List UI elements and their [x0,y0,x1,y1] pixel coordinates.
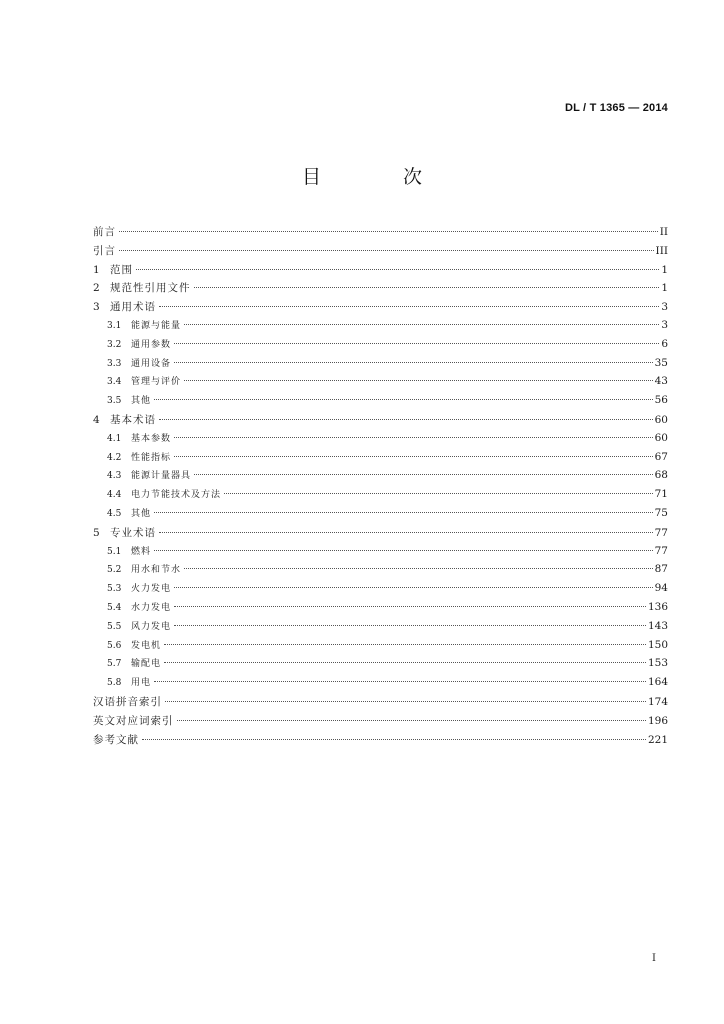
toc-entry[interactable] [93,412,668,431]
toc-entry-page: 221 [647,733,668,746]
toc-dot-leader [154,681,646,682]
toc-entry-page: 3 [661,318,668,331]
toc-entry[interactable] [93,544,668,563]
toc-dot-leader [119,250,654,251]
toc-entry-page: 94 [654,582,668,595]
toc-entry[interactable] [93,262,668,281]
toc-entry-number: 5.1 [107,546,122,557]
toc-entry-number: 4 [93,413,100,426]
toc-entry-label: 英文对应词索引 [93,714,174,727]
toc-entry-number: 5.7 [107,659,122,670]
toc-entry-number: 5.5 [107,621,122,632]
toc-dot-leader [136,269,659,270]
toc-entry-page: 77 [654,544,668,557]
toc-entry-page: 1 [661,263,668,276]
toc-entry-number: 3.3 [107,358,122,369]
toc-dot-leader [154,399,653,400]
toc-entry-label: 通用参数 [131,339,172,350]
toc-entry[interactable] [93,506,668,525]
toc-entry-label: 发电机 [131,640,162,651]
toc-entry-page: 71 [654,488,668,501]
toc-entry-number: 4.3 [107,471,122,482]
toc-entry-label: 风力发电 [131,621,172,632]
toc-dot-leader [164,662,646,663]
toc-dot-leader [177,720,646,721]
toc-dot-leader [184,380,653,381]
toc-dot-leader [174,587,653,588]
toc-entry-label: 基本术语 [110,413,156,426]
toc-entry[interactable] [93,431,668,450]
toc-dot-leader [159,532,653,533]
toc-entry-page: 150 [647,638,668,651]
toc-entry-page: 1 [661,282,668,295]
toc-entry-page: 3 [661,301,668,314]
toc-entry-label: 其他 [131,396,152,407]
toc-entry[interactable] [93,243,668,262]
toc-entry[interactable] [93,562,668,581]
toc-entry-number: 2 [93,282,100,295]
toc-entry[interactable] [93,638,668,657]
toc-entry[interactable] [93,525,668,544]
toc-entry-label: 引言 [93,244,116,257]
toc-entry-label: 燃料 [131,546,152,557]
toc-entry-label: 管理与评价 [131,377,182,388]
toc-entry-number: 3.2 [107,339,122,350]
toc-entry-number: 5.6 [107,640,122,651]
toc-entry-page: 60 [654,413,668,426]
toc-entry[interactable] [93,299,668,318]
toc-entry-number: 4.5 [107,508,122,519]
toc-dot-leader [154,512,653,513]
toc-entry-label: 水力发电 [131,602,172,613]
toc-entry[interactable] [93,694,668,713]
toc-entry[interactable] [93,450,668,469]
toc-entry-number: 5.3 [107,584,122,595]
toc-entry-page: 87 [654,563,668,576]
toc-entry-page: 196 [647,714,668,727]
toc-entry-page: 68 [654,469,668,482]
toc-entry[interactable] [93,224,668,243]
toc-dot-leader [119,231,658,232]
toc-dot-leader [174,343,659,344]
toc-dot-leader [174,362,653,363]
toc-entry[interactable] [93,280,668,299]
toc-dot-leader [174,625,646,626]
toc-entry[interactable] [93,374,668,393]
toc-entry[interactable] [93,487,668,506]
toc-entry-label: 用水和节水 [131,565,182,576]
toc-entry-label: 能源计量器具 [131,471,192,482]
toc-entry-number: 1 [93,263,100,276]
toc-entry-number: 3.5 [107,396,122,407]
toc-dot-leader [174,456,653,457]
toc-entry-number: 5.8 [107,678,122,689]
toc-entry-page: 43 [654,375,668,388]
toc-entry-label: 专业术语 [110,526,156,539]
toc-dot-leader [165,701,646,702]
toc-entry-number: 5 [93,526,100,539]
toc-entry-number: 4.2 [107,452,122,463]
toc-dot-leader [174,437,653,438]
toc-entry-label: 通用设备 [131,358,172,369]
toc-entry-label: 火力发电 [131,584,172,595]
toc-entry-page: 6 [661,337,668,350]
toc-entry[interactable] [93,393,668,412]
toc-entry-page: 153 [647,657,668,670]
toc-entry-page: III [655,244,668,257]
toc-entry-number: 3 [93,301,100,314]
document-code: DL / T 1365 — 2014 [564,102,668,114]
toc-entry-number: 3.1 [107,320,122,331]
toc-entry-page: 143 [647,619,668,632]
toc-entry-number: 5.2 [107,565,122,576]
toc-entry-page: 136 [647,600,668,613]
toc-entry-label: 其他 [131,508,152,519]
toc-entry[interactable] [93,675,668,694]
toc-entry-page: 174 [647,695,668,708]
toc-dot-leader [194,474,653,475]
toc-entry[interactable] [93,656,668,675]
toc-entry[interactable] [93,337,668,356]
toc-entry-page: 56 [654,394,668,407]
toc-entry-label: 基本参数 [131,433,172,444]
toc-entry-label: 汉语拼音索引 [93,695,162,708]
toc-entry-page: 164 [647,676,668,689]
toc-entry-label: 范围 [110,263,133,276]
toc-entry-page: 75 [654,506,668,519]
toc-dot-leader [159,419,653,420]
toc-dot-leader [184,568,653,569]
toc-entry-label: 规范性引用文件 [110,282,191,295]
toc-entry-page: 77 [654,526,668,539]
toc-entry-label: 参考文献 [93,733,139,746]
toc-dot-leader [142,739,646,740]
table-of-contents [93,224,668,750]
toc-entry[interactable] [93,713,668,732]
toc-entry-label: 性能指标 [131,452,172,463]
toc-entry[interactable] [93,581,668,600]
toc-entry-label: 通用术语 [110,301,156,314]
toc-entry-label: 能源与能量 [131,320,182,331]
toc-dot-leader [174,606,646,607]
toc-entry-page: 67 [654,450,668,463]
toc-entry-label: 输配电 [131,659,162,670]
toc-dot-leader [184,324,659,325]
toc-entry-label: 前言 [93,226,116,238]
toc-entry[interactable] [93,468,668,487]
toc-entry[interactable] [93,619,668,638]
toc-dot-leader [194,287,660,288]
toc-entry-page: 60 [654,431,668,444]
page-number: I [652,953,656,964]
toc-entry-label: 用电 [131,678,152,689]
toc-entry[interactable] [93,600,668,619]
toc-entry-number: 4.4 [107,490,122,501]
toc-entry-number: 3.4 [107,377,122,388]
toc-entry-page: 35 [654,356,668,369]
toc-entry-page: II [659,226,668,238]
toc-entry-number: 5.4 [107,602,122,613]
page-title: 目 次 [301,166,461,188]
toc-dot-leader [159,306,659,307]
toc-dot-leader [224,493,653,494]
toc-entry-label: 电力节能技术及方法 [131,490,222,501]
toc-dot-leader [154,550,653,551]
toc-entry[interactable] [93,732,668,751]
toc-entry-number: 4.1 [107,433,122,444]
toc-dot-leader [164,644,646,645]
toc-entry[interactable] [93,318,668,337]
toc-entry[interactable] [93,356,668,375]
